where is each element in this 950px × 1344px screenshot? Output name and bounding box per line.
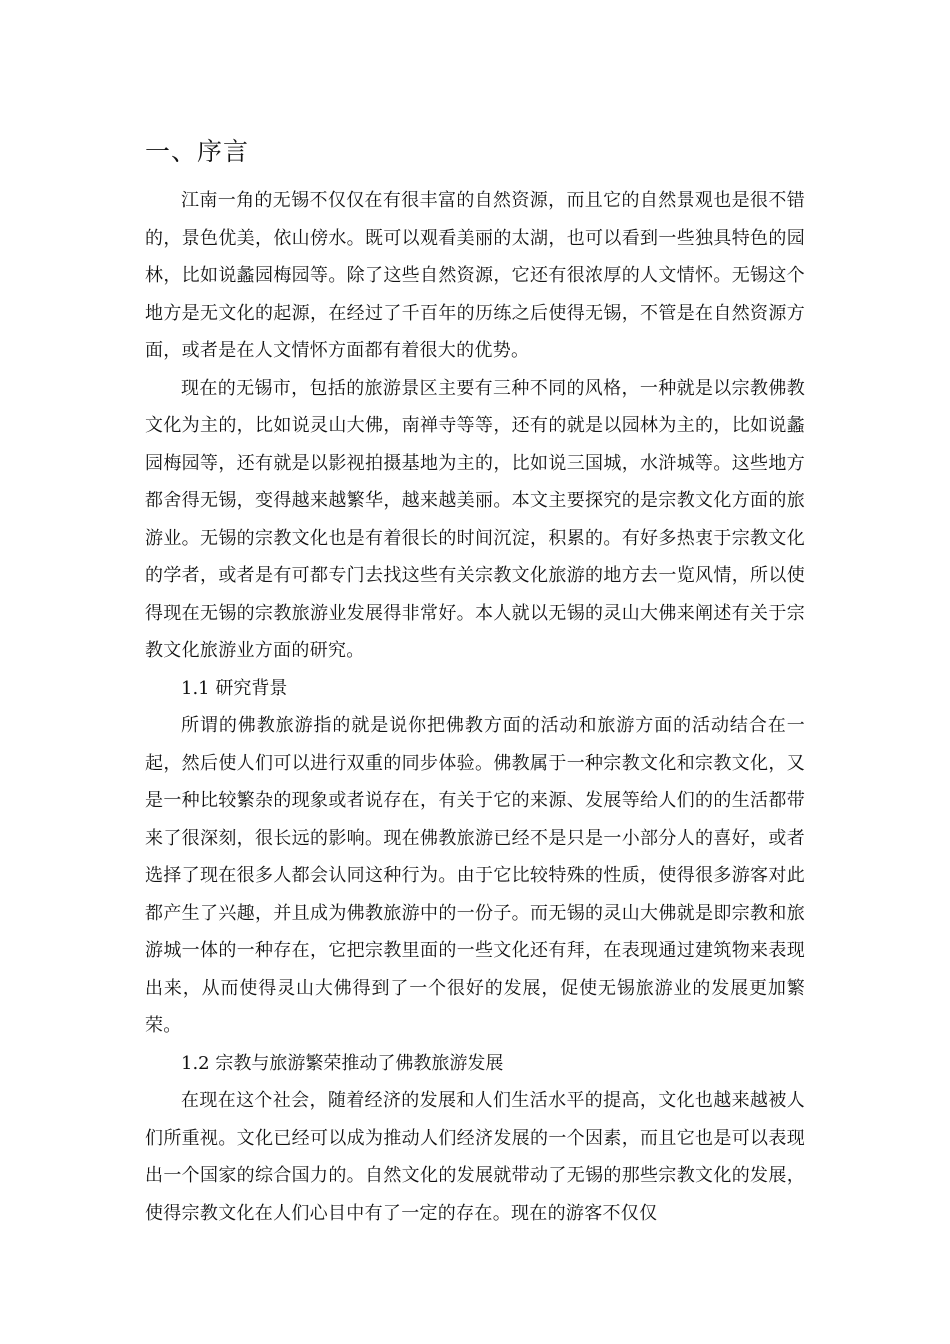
document-page: [145, 130, 805, 1232]
section-1-1-title: 1.1 研究背景: [181, 677, 288, 699]
page-title: 一、序言: [145, 137, 250, 166]
intro-paragraph-1: 江南一角的无锡不仅仅在有很丰富的自然资源，而且它的自然景观也是很不错的，景色优美，依山傍水。既可以观看美丽的太湖，也可以看到一些独具特色的园林，比如说蠡园梅园等。除了这些自然资源，它还有很浓厚的人文情怀。无锡这个地方是无文化的起源，在经过了千百年的历练之后使得无锡，不管是在自然资源方面，或者是在人文情怀方面都有着很大的优势。: [145, 190, 805, 361]
section-1-1-paragraph: 所谓的佛教旅游指的就是说你把佛教方面的活动和旅游方面的活动结合在一起，然后使人们可以进行双重的同步体验。佛教属于一种宗教文化和宗教文化，又是一种比较繁杂的现象或者说存在，有关于它的来源、发展等给人们的的生活都带来了很深刻，很长远的影响。现在佛教旅游已经不是只是一小部分人的喜好，或者选择了现在很多人都会认同这种行为。由于它比较特殊的性质，使得很多游客对此都产生了兴趣，并且成为佛教旅游中的一份子。而无锡的灵山大佛就是即宗教和旅游城一体的一种存在，它把宗教里面的一些文化还有拜，在表现通过建筑物来表现出来，从而使得灵山大佛得到了一个很好的发展，促使无锡旅游业的发展更加繁荣。: [145, 715, 805, 1036]
section-1-2-title: 1.2 宗教与旅游繁荣推动了佛教旅游发展: [181, 1052, 504, 1074]
section-1-2-paragraph: 在现在这个社会，随着经济的发展和人们生活水平的提高，文化也越来越被人们所重视。文化已经可以成为推动人们经济发展的一个因素，而且它也是可以表现出一个国家的综合国力的。自然文化的发展就带动了无锡的那些宗教文化的发展，使得宗教文化在人们心目中有了一定的存在。现在的游客不仅仅: [145, 1090, 805, 1224]
intro-paragraph-2: 现在的无锡市，包括的旅游景区主要有三种不同的风格，一种就是以宗教佛教文化为主的，比如说灵山大佛，南禅寺等等，还有的就是以园林为主的，比如说蠡园梅园等，还有就是以影视拍摄基地为主的，比如说三国城，水浒城等。这些地方都舍得无锡，变得越来越繁华，越来越美丽。本文主要探究的是宗教文化方面的旅游业。无锡的宗教文化也是有着很长的时间沉淀，积累的。有好多热衷于宗教文化的学者，或者是有可都专门去找这些有关宗教文化旅游的地方去一览风情，所以使得现在无锡的宗教旅游业发展得非常好。本人就以无锡的灵山大佛来阐述有关于宗教文化旅游业方面的研究。: [145, 377, 805, 661]
